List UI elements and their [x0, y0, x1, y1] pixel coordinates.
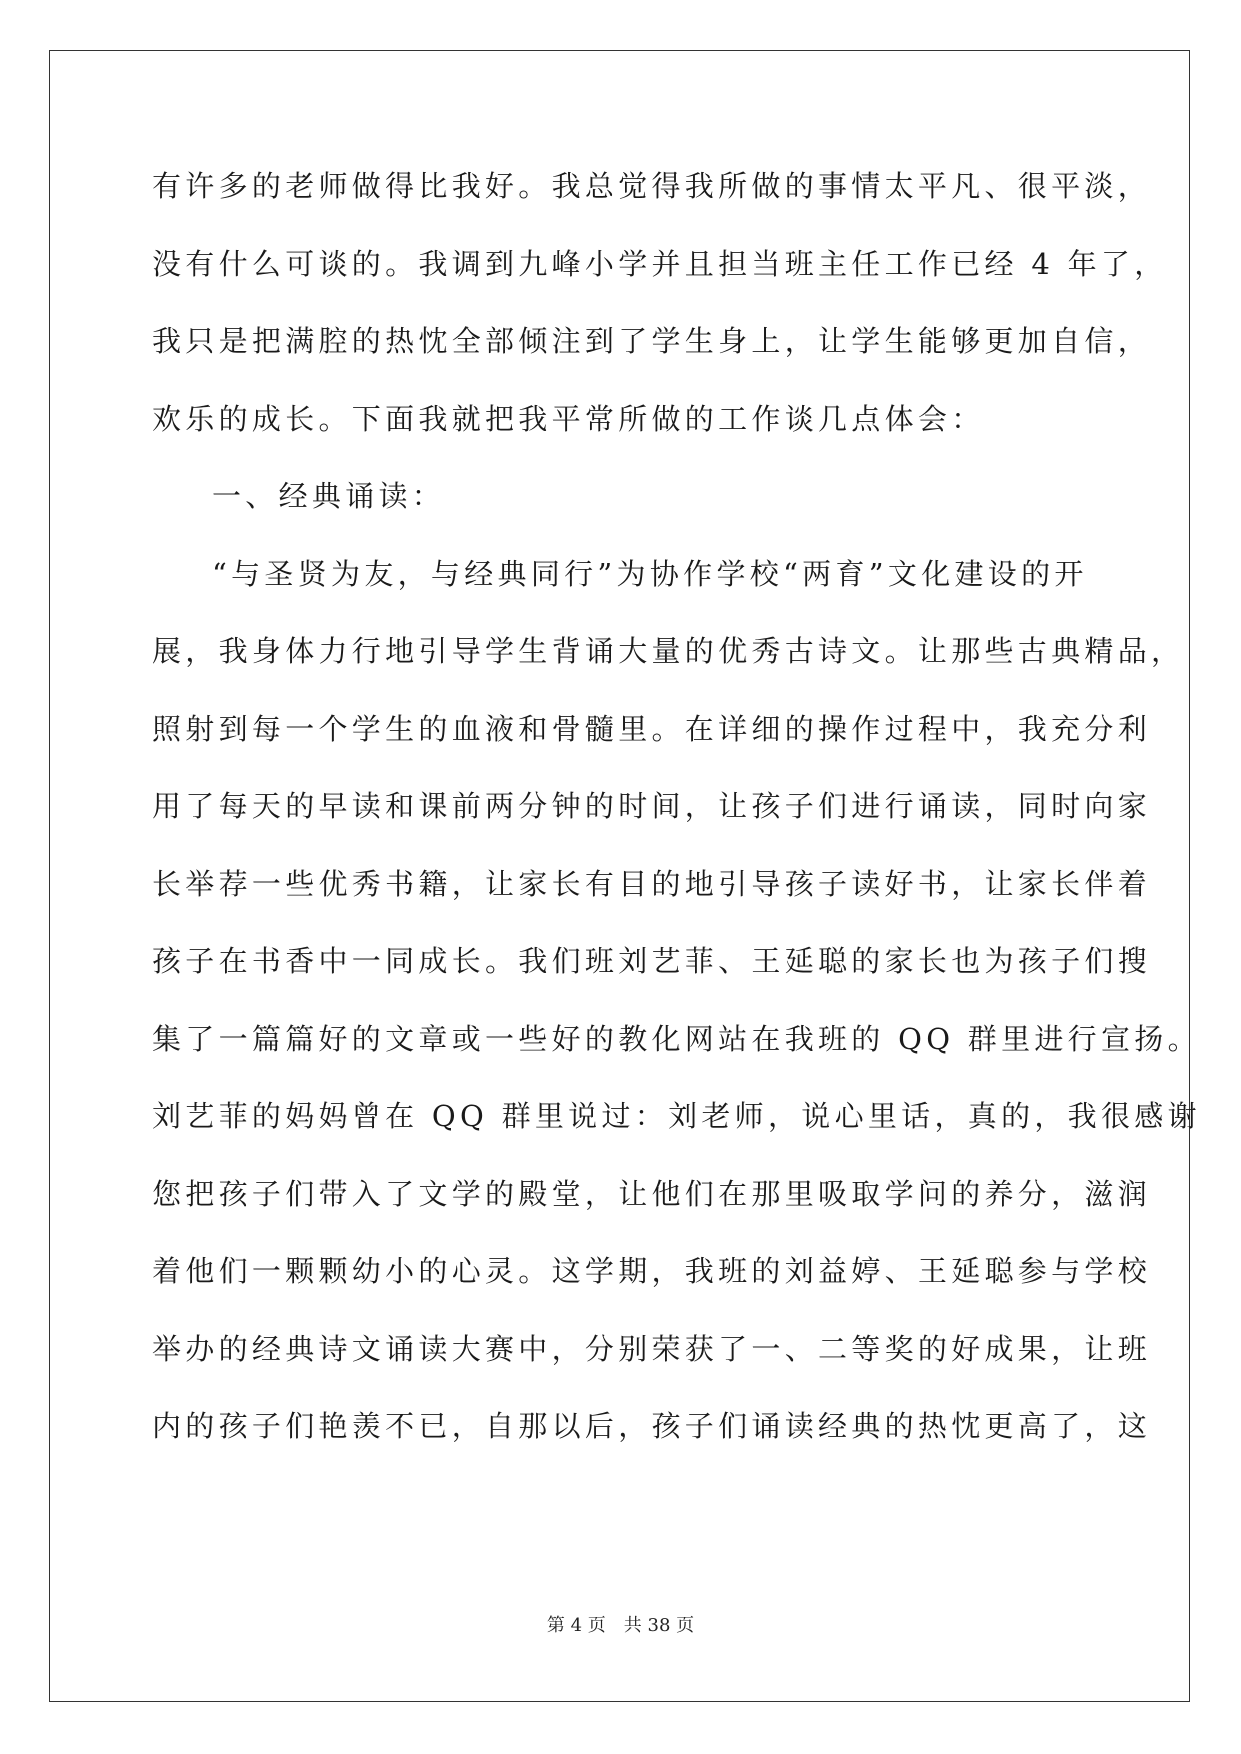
- section-heading: 一、经典诵读：: [212, 479, 446, 513]
- body-line: 没有什么可谈的。我调到九峰小学并且担当班主任工作已经 4 年了，: [152, 246, 1168, 281]
- page-footer: [0, 1614, 1241, 1638]
- body-line: 孩子在书香中一同成长。我们班刘艺菲、王延聪的家长也为孩子们搜: [152, 944, 1152, 978]
- body-line: 欢乐的成长。下面我就把我平常所做的工作谈几点体会：: [152, 401, 985, 436]
- body-line: 集了一篇篇好的文章或一些好的教化网站在我班的 QQ 群里进行宣扬。: [152, 1021, 1201, 1056]
- body-line: “与圣贤为友，与经典同行”为协作学校“两育”文化建设的开: [212, 556, 1088, 591]
- body-line: 长举荐一些优秀书籍，让家长有目的地引导孩子读好书，让家长伴着: [152, 866, 1152, 901]
- body-line: 有许多的老师做得比我好。我总觉得我所做的事情太平凡、很平淡，: [152, 169, 1152, 203]
- body-line: 您把孩子们带入了文学的殿堂，让他们在那里吸取学问的养分，滋润: [152, 1176, 1152, 1211]
- document-body: [152, 166, 1201, 1484]
- body-line: 照射到每一个学生的血液和骨髓里。在详细的操作过程中，我充分利: [152, 711, 1152, 746]
- body-line: 举办的经典诗文诵读大赛中，分别荣获了一、二等奖的好成果，让班: [152, 1331, 1152, 1366]
- page-number: 第 4 页: [546, 1615, 606, 1636]
- body-line: 着他们一颗颗幼小的心灵。这学期，我班的刘益婷、王延聪参与学校: [152, 1254, 1152, 1288]
- body-line: 用了每天的早读和课前两分钟的时间，让孩子们进行诵读，同时向家: [152, 789, 1152, 823]
- page-total: 共 38 页: [623, 1615, 695, 1636]
- body-line: 我只是把满腔的热忱全部倾注到了学生身上，让学生能够更加自信，: [152, 324, 1152, 358]
- body-line: 内的孩子们艳羡不已，自那以后，孩子们诵读经典的热忱更高了，这: [152, 1409, 1152, 1443]
- body-line: 刘艺菲的妈妈曾在 QQ 群里说过：刘老师，说心里话，真的，我很感谢: [152, 1099, 1201, 1133]
- body-line: 展，我身体力行地引导学生背诵大量的优秀古诗文。让那些古典精品，: [152, 634, 1185, 668]
